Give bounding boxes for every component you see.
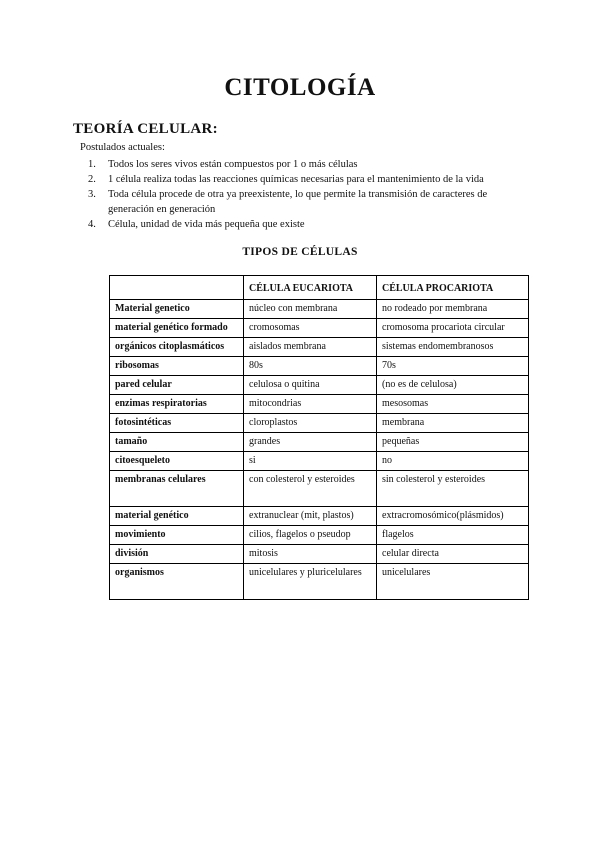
table-row <box>110 564 529 600</box>
cell-procariota: no <box>377 452 529 471</box>
cell-eucariota: grandes <box>244 433 377 452</box>
cell-eucariota: aislados membrana <box>244 338 377 357</box>
list-text: Toda célula procede de otra ya preexistente, lo que permite la transmisión de caracteres de generación en generación <box>108 189 488 215</box>
list-item <box>88 217 518 232</box>
table-row <box>110 471 529 507</box>
cell-eucariota: mitocondrias <box>244 395 377 414</box>
cell-procariota: extracromosómico(plásmidos) <box>377 507 529 526</box>
table-row <box>110 526 529 545</box>
list-number: 2. <box>88 174 96 185</box>
row-label: organismos <box>110 564 244 600</box>
table-row <box>110 452 529 471</box>
cell-procariota: flagelos <box>377 526 529 545</box>
cell-eucariota: cromosomas <box>244 319 377 338</box>
row-label: material genético formado <box>110 319 244 338</box>
cell-eucariota: extranuclear (mit, plastos) <box>244 507 377 526</box>
postulates-list <box>88 157 518 232</box>
cell-eucariota: unicelulares y pluricelulares <box>244 564 377 600</box>
cell-procariota: mesosomas <box>377 395 529 414</box>
table-row <box>110 357 529 376</box>
cell-procariota: 70s <box>377 357 529 376</box>
list-item <box>88 157 518 172</box>
header-cell-procariota: CÉLULA PROCARIOTA <box>377 276 529 300</box>
row-label: pared celular <box>110 376 244 395</box>
row-label: tamaño <box>110 433 244 452</box>
table-row <box>110 338 529 357</box>
postulates-intro: Postulados actuales: <box>80 142 165 153</box>
cell-eucariota: celulosa o quitina <box>244 376 377 395</box>
list-text: Célula, unidad de vida más pequeña que existe <box>108 219 305 230</box>
cell-eucariota: 80s <box>244 357 377 376</box>
list-item <box>88 172 518 187</box>
cell-types-table <box>109 275 529 600</box>
row-label: división <box>110 545 244 564</box>
row-label: fotosintéticas <box>110 414 244 433</box>
row-label: orgánicos citoplasmáticos <box>110 338 244 357</box>
table-row <box>110 376 529 395</box>
cell-eucariota: cilios, flagelos o pseudop <box>244 526 377 545</box>
table-row <box>110 507 529 526</box>
list-item <box>88 187 518 217</box>
cell-procariota: unicelulares <box>377 564 529 600</box>
cell-procariota: pequeñas <box>377 433 529 452</box>
table-row <box>110 300 529 319</box>
page-title: CITOLOGÍA <box>224 74 376 101</box>
row-label: enzimas respiratorias <box>110 395 244 414</box>
table-row <box>110 395 529 414</box>
list-text: 1 célula realiza todas las reacciones químicas necesarias para el mantenimiento de la vida <box>108 174 484 185</box>
row-label: Material genetico <box>110 300 244 319</box>
table-row <box>110 414 529 433</box>
section-heading-teoria-celular: TEORÍA CELULAR: <box>73 121 218 137</box>
cell-procariota: no rodeado por membrana <box>377 300 529 319</box>
cell-procariota: cromosoma procariota circular <box>377 319 529 338</box>
table-row <box>110 319 529 338</box>
list-text: Todos los seres vivos están compuestos por 1 o más células <box>108 159 358 170</box>
cell-procariota: celular directa <box>377 545 529 564</box>
cell-procariota: membrana <box>377 414 529 433</box>
row-label: movimiento <box>110 526 244 545</box>
row-label: material genético <box>110 507 244 526</box>
row-label: membranas celulares <box>110 471 244 507</box>
cell-eucariota: si <box>244 452 377 471</box>
cell-eucariota: núcleo con membrana <box>244 300 377 319</box>
row-label: citoesqueleto <box>110 452 244 471</box>
cell-eucariota: con colesterol y esteroides <box>244 471 377 507</box>
cell-procariota: sistemas endomembranosos <box>377 338 529 357</box>
table-header-row <box>110 276 529 300</box>
list-number: 1. <box>88 159 96 170</box>
cell-eucariota: mitosis <box>244 545 377 564</box>
header-cell-eucariota: CÉLULA EUCARIOTA <box>244 276 377 300</box>
table-row <box>110 433 529 452</box>
table-row <box>110 545 529 564</box>
table-title: TIPOS DE CÉLULAS <box>242 246 358 258</box>
cell-procariota: (no es de celulosa) <box>377 376 529 395</box>
list-number: 3. <box>88 189 96 200</box>
cell-procariota: sin colesterol y esteroides <box>377 471 529 507</box>
row-label: ribosomas <box>110 357 244 376</box>
header-cell-empty <box>110 276 244 300</box>
cell-eucariota: cloroplastos <box>244 414 377 433</box>
list-number: 4. <box>88 219 96 230</box>
